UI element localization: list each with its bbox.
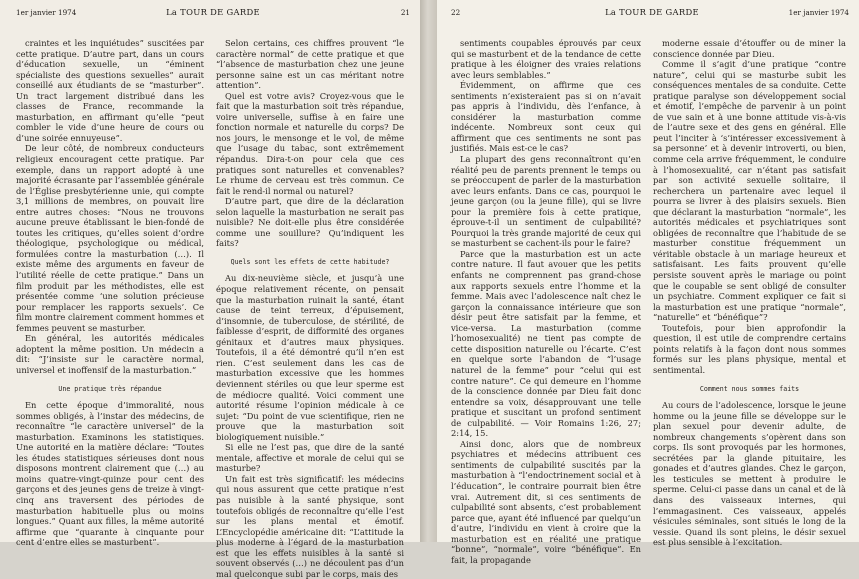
paragraph: Quel est votre avis? Croyez-vous que le fait que la masturbation soit très répandue, voire universelle, suffise à en faire une fonction normale et naturelle du corps? De nos jours, le mensonge et le vol, de même que l’usage du tabac, sont extrêmement répandus. Dira-t-on pour cela que ces pratiques sont naturelles et convenables? Le rhume de cerveau est très commun. Ce fait le rend-il normal ou naturel? [216, 90, 404, 196]
paragraph: Parce que la masturbation est un acte contre nature. Il faut avouer que les petits enfants ne comprennent pas grand-chose aux rapports sexuels entre l’homme et la femme. Mais avec l’adolescence naît chez le garçon la connaissance intérieure que son désir peut être satisfait par la femme, et vice-versa. La masturbation (comme l’homosexualité) ne tient pas compte de cette disposition naturelle ou l’écarte. C’est en quelque sorte l’abandon de “l’usage naturel de la femme” pour “celui qui est contre nature”. Ce qui demeure en l’homme de la conscience donnée par Dieu fait donc entendre sa voix, désapprouvant une telle pratique et suscitant un profond sentiment de culpabilité. — Voir Romains 1:26, 27; 2:14, 15. [451, 248, 641, 439]
left-header-date: 1er janvier 1974 [16, 8, 77, 17]
paragraph: De leur côté, de nombreux conducteurs religieux encouragent cette pratique. Par exemple, dans un rapport adopté à une majorité écrasante par l’assemblée générale de l’Église presbytérienne unie, qui compte 3,1 millions de membres, on pouvait lire entre autres choses: “Nous ne trouvons aucune preuve établissant le bien-fondé de toutes les critiques, qu’elles soient d’ordre théologique, psychologique ou médical, formulées contre la masturbation (…). Il existe même des arguments en faveur de l’utilité réelle de cette pratique.” Dans un film produit par les méthodistes, elle est présentée comme ‘une solution précieuse pour remplacer les rapports sexuels’. Ce film montre clairement comment hommes et femmes peuvent se masturber. [16, 143, 204, 333]
section-subheading: Une pratique très répandue [58, 384, 162, 393]
paragraph: craintes et les inquiétudes” suscitées par cette pratique. D’autre part, dans un cours d’éducation sexuelle, un “éminent spécialiste des questions sexuelles” aurait conseillé aux étudiants de se “masturber”. Un tract largement distribué dans les classes de France, recommande la masturbation, en affirmant qu’elle “peut combler le vide d’une heure de cours ou d’une soirée ennuyeuse”. [16, 38, 204, 143]
paragraph: Un fait est très significatif: les médecins qui nous assurent que cette pratique n’est pas nuisible à la santé physique, sont toutefois obligés de reconnaître qu’elle l’est sur les plans mental et émotif. L’Encyclopédie américaine dit: “L’attitude la plus moderne à l’égard de la masturbation est que les effets nuisibles à la santé si souvent observés (…) ne découlent pas d’un mal quelconque subi par le corps, mais des [216, 473, 404, 579]
paragraph: Selon certains, ces chiffres prouvent “le caractère normal” de cette pratique et que “l’absence de masturbation chez une jeune personne saine est un cas méritant notre attention”. [216, 38, 404, 91]
paragraph: moderne essaie d’étouffer ou de miner la conscience donnée par Dieu. [653, 38, 846, 59]
paragraph: En général, les autorités médicales adoptent la même position. Un médecin a dit: “J’insiste sur le caractère normal, universel et inoffensif de la masturbation.” [16, 333, 204, 375]
left-page [0, 0, 420, 579]
paragraph: Évidemment, on affirme que ces sentiments n’existeraient pas si on n’avait pas appris à l’individu, dès l’enfance, à considérer la masturbation comme indécente. Nombreux sont ceux qui affirment que ces sentiments ne sont pas justifiés. Mais est-ce le cas? [451, 80, 641, 154]
paragraph: En cette époque d’immoralité, nous sommes obligés, à l’instar des médecins, de reconnaître “le caractère universel” de la masturbation. Examinons les statistiques. Une autorité en la matière déclare: “Toutes les études statistiques sérieuses dont nous disposons montrent clairement que (…) au moins quatre-vingt-quinze pour cent des garçons et des jeunes gens de treize à vingt-cinq ans traversent des périodes de masturbation habituelle plus ou moins longues.” Quant aux filles, la même autorité affirme que “quarante à cinquante pour cent d’entre elles se masturbent”. [16, 400, 204, 548]
paragraph: D’autre part, que dire de la déclaration selon laquelle la masturbation ne serait pas nuisible? Ne doit-elle plus être considérée comme une souillure? Qu’indiquent les faits? [216, 196, 404, 249]
paragraph: Au cours de l’adolescence, lorsque le jeune homme ou la jeune fille se développe sur le plan sexuel pour devenir adulte, de nombreux changements s’opèrent dans son corps. Ils sont provoqués par les hormones, secrétées par la glande pituitaire, les gonades et d’autres glandes. Chez le garçon, les testicules se mettent à produire le sperme. Celui-ci passe dans un canal et de là dans des vaisseaux internes, qui l’emmagasinent. Ces vaisseaux, appelés vésicules séminales, sont situés le long de la vessie. Quand ils sont pleins, le désir sexuel est plus sensible à l’excitation. [653, 400, 846, 548]
right-page [437, 0, 859, 565]
left-page-column-2 [216, 38, 404, 579]
right-header-page-number: 22 [451, 8, 461, 17]
right-page-column-2 [653, 38, 846, 548]
paragraph: Si elle ne l’est pas, que dire de la santé mentale, affective et morale de celui qui se masturbe? [216, 442, 404, 474]
left-header-page-number: 21 [400, 8, 410, 17]
right-page-header [451, 6, 853, 24]
paragraph: Au dix-neuvième siècle, et jusqu’à une époque relativement récente, on pensait que la masturbation ruinait la santé, étant cause de teint terreux, d’épuisement, d’insomnie, de tuberculose, de stérilité, de faiblesse d’esprit, de difformité des organes génitaux et d’autres maux physiques. Toutefois, il a été démontré qu’il n’en est rien. C’est seulement dans les cas de masturbation excessive que les hommes deviennent stériles ou que leur sperme est de médiocre qualité. Voici comment une autorité résume l’opinion médicale à ce sujet: “Du point de vue scientifique, rien ne prouve que la masturbation soit biologiquement nuisible.” [216, 273, 404, 442]
book-gutter [420, 0, 437, 542]
paragraph: Toutefois, pour bien approfondir la question, il est utile de comprendre certains points relatifs à la façon dont nous sommes formés sur les plans physique, mental et sentimental. [653, 322, 846, 375]
paragraph: Comme il s’agit d’une pratique “contre nature”, celui qui se masturbe subit les conséquences mentales de sa conduite. Cette pratique paralyse son développement social et émotif, l’empêche de parvenir à un point de vue sain et à une bonne attitude vis-à-vis de l’autre sexe et des gens en général. Elle peut l’inciter à ‘s’intéresser excessivement à sa personne’ et à devenir introverti, ou bien, comme cela arrive fréquemment, le conduire à l’homosexualité, car n’étant pas satisfait par son activité sexuelle solitaire, il recherchera un partenaire avec lequel il pourra se livrer à des plaisirs sexuels. Bien que déclarant la masturbation “normale”, les autorités médicales et psychiatriques sont obligées de reconnaître que l’habitude de se masturber constitue fréquemment un véritable obstacle à un mariage heureux et satisfaisant. Les faits prouvent qu’elle persiste souvent après le mariage ou point que le coupable se sent obligé de consulter un psychiatre. Comment expliquer ce fait si la masturbation est une pratique “normale”, “naturelle” et “bénéfique”? [653, 59, 846, 323]
right-header-date: 1er janvier 1974 [788, 8, 849, 17]
left-page-column-1 [16, 38, 204, 548]
section-subheading: Comment nous sommes faits [699, 384, 800, 393]
right-page-column-1 [451, 38, 641, 565]
section-subheading: Quels sont les effets de cette habitude? [230, 257, 390, 266]
left-page-header [16, 6, 410, 24]
paragraph: sentiments coupables éprouvés par ceux qui se masturbent et de la tendance de cette pratique à les éloigner des vraies relations avec leurs semblables.” [451, 38, 641, 80]
left-header-title: La TOUR DE GARDE [166, 7, 260, 17]
right-header-title: La TOUR DE GARDE [605, 7, 699, 17]
paragraph: Ainsi donc, alors que de nombreux psychiatres et médecins attribuent ces sentiments de culpabilité suscités par la masturbation à “l’endoctrinement social et à l’éducation”, le contraire pourrait bien être vrai. Autrement dit, si ces sentiments de culpabilité sont absents, c’est probablement parce que, ayant été influencé par quelqu’un d’autre, l’individu en vient à croire que la masturbation est en réalité une pratique “bonne”, “normale”, voire “bénéfique”. En fait, la propagande [451, 438, 641, 565]
paragraph: La plupart des gens reconnaîtront qu’en réalité peu de parents prennent le temps ou se préoccupent de parler de la masturbation avec leurs enfants. Dans ce cas, pourquoi le jeune garçon (ou la jeune fille), qui se livre pour la première fois à cette pratique, éprouve-t-il un sentiment de culpabilité? Pourquoi la très grande majorité de ceux qui se masturbent se cachent-ils pour le faire? [451, 154, 641, 249]
